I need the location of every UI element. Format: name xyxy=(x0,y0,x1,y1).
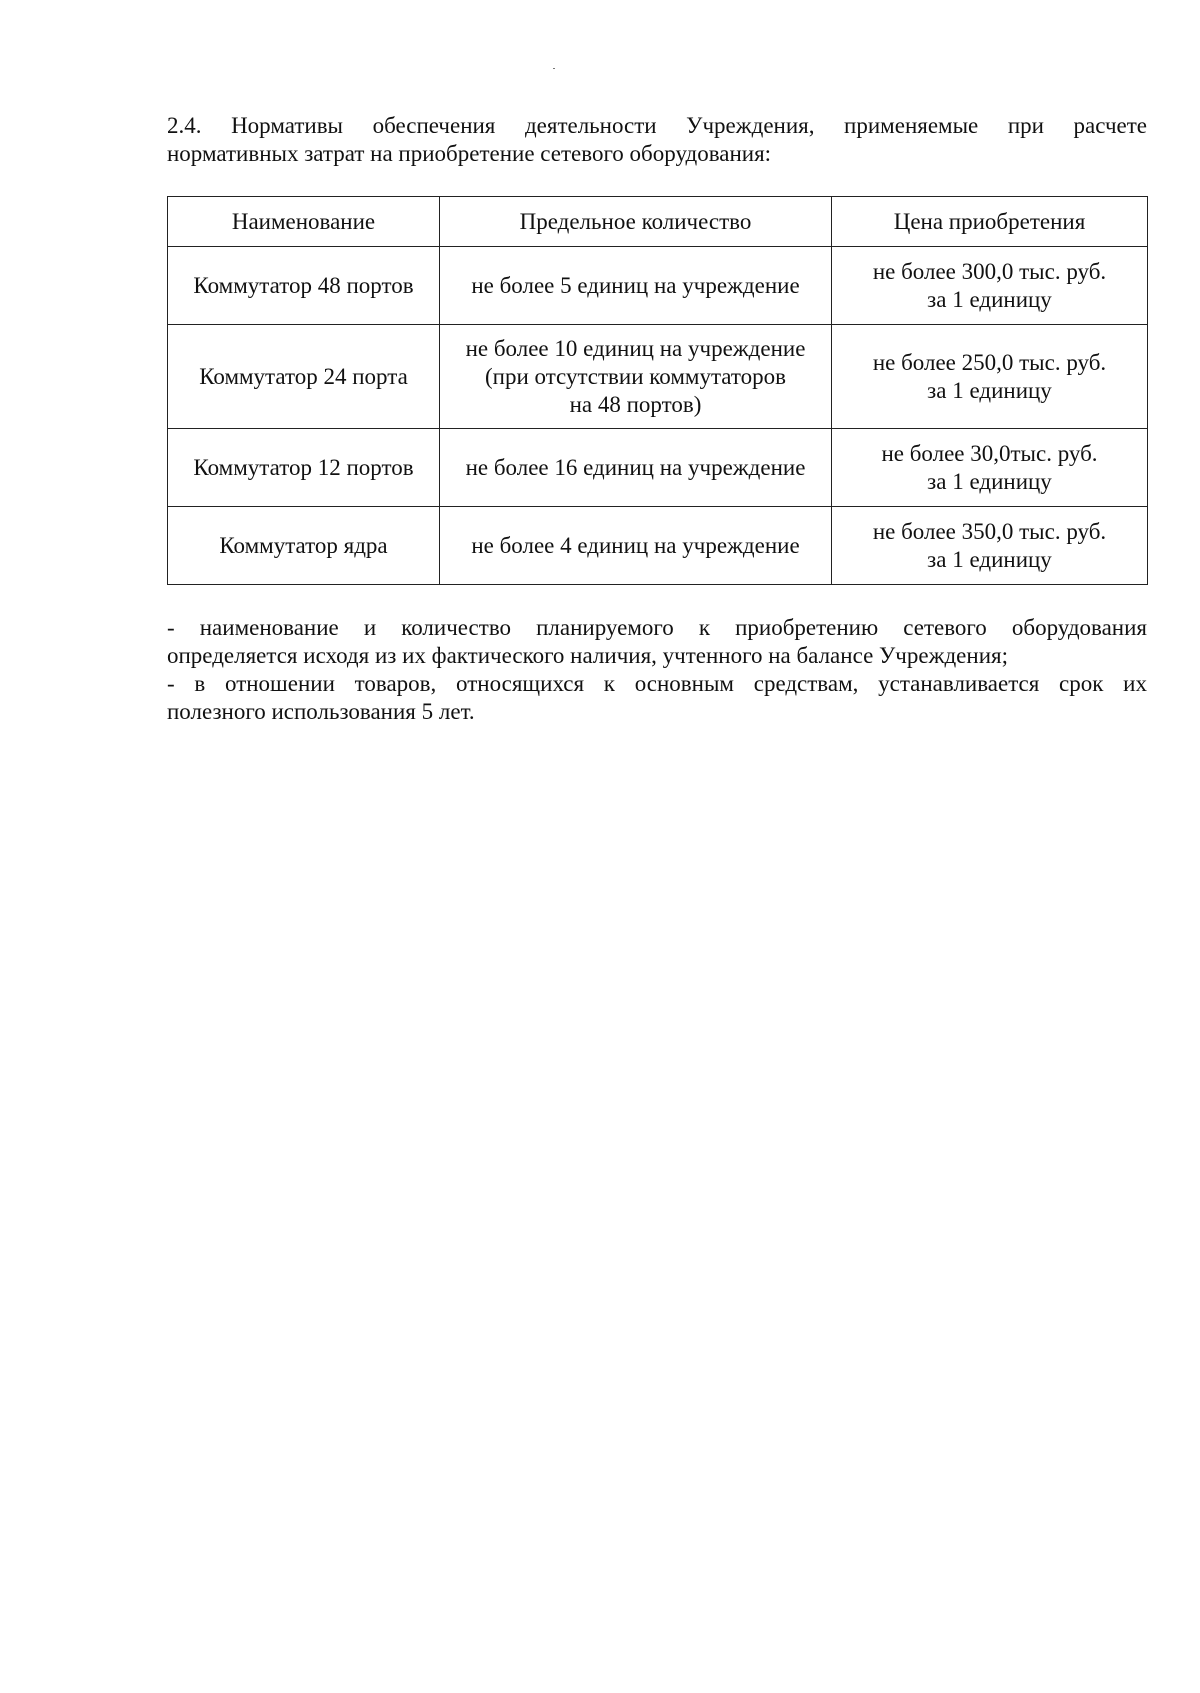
cell-price xyxy=(832,507,1148,585)
cell-quantity-line: не более 5 единиц на учреждение xyxy=(471,272,800,298)
column-header-price: Цена приобретения xyxy=(832,197,1148,247)
cell-quantity xyxy=(440,325,832,429)
intro-line: 2.4. Нормативы обеспечения деятельности Учреждения, применяемые при расчете xyxy=(167,113,1147,138)
cell-price-line: не более 300,0 тыс. руб. xyxy=(872,258,1107,284)
cell-name: Коммутатор ядра xyxy=(168,507,440,585)
cell-price-line: за 1 единицу xyxy=(927,377,1052,403)
cell-quantity-line: (при отсутствии коммутаторов xyxy=(484,363,786,389)
cell-quantity-line: на 48 портов) xyxy=(569,391,702,417)
cell-name: Коммутатор 12 портов xyxy=(168,429,440,507)
notes-list xyxy=(167,614,1147,726)
table-row xyxy=(168,325,1148,429)
note-line: - в отношении товаров, относящихся к основным средствам, устанавливается срок их xyxy=(167,671,1147,696)
norms-table-wrapper xyxy=(167,196,1147,585)
cell-price-line: за 1 единицу xyxy=(927,546,1052,572)
cell-price xyxy=(832,429,1148,507)
cell-price-line: за 1 единицу xyxy=(927,286,1052,312)
column-header-quantity: Предельное количество xyxy=(440,197,832,247)
scan-speck xyxy=(553,68,555,69)
note-line: определяется исходя из их фактического наличия, учтенного на балансе Учреждения; xyxy=(167,643,1008,668)
table-header-row xyxy=(168,197,1148,247)
cell-quantity xyxy=(440,247,832,325)
cell-quantity-line: не более 4 единиц на учреждение xyxy=(471,532,800,558)
cell-name: Коммутатор 48 портов xyxy=(168,247,440,325)
note-line: полезного использования 5 лет. xyxy=(167,699,475,724)
cell-price-line: не более 30,0тыс. руб. xyxy=(881,440,1098,466)
cell-price-line: за 1 единицу xyxy=(927,468,1052,494)
cell-name: Коммутатор 24 порта xyxy=(168,325,440,429)
table-row xyxy=(168,247,1148,325)
cell-quantity xyxy=(440,429,832,507)
cell-quantity-line: не более 16 единиц на учреждение xyxy=(465,454,806,480)
cell-quantity-line: не более 10 единиц на учреждение xyxy=(465,335,806,361)
norms-table xyxy=(167,196,1148,585)
note-line: - наименование и количество планируемого к приобретению сетевого оборудования xyxy=(167,615,1147,640)
cell-price-line: не более 350,0 тыс. руб. xyxy=(872,518,1107,544)
table-row xyxy=(168,429,1148,507)
intro-line: нормативных затрат на приобретение сетевого оборудования: xyxy=(167,141,772,166)
section-intro xyxy=(167,112,1147,168)
table-row xyxy=(168,507,1148,585)
cell-price xyxy=(832,325,1148,429)
cell-quantity xyxy=(440,507,832,585)
column-header-name: Наименование xyxy=(168,197,440,247)
cell-price xyxy=(832,247,1148,325)
cell-price-line: не более 250,0 тыс. руб. xyxy=(872,349,1107,375)
